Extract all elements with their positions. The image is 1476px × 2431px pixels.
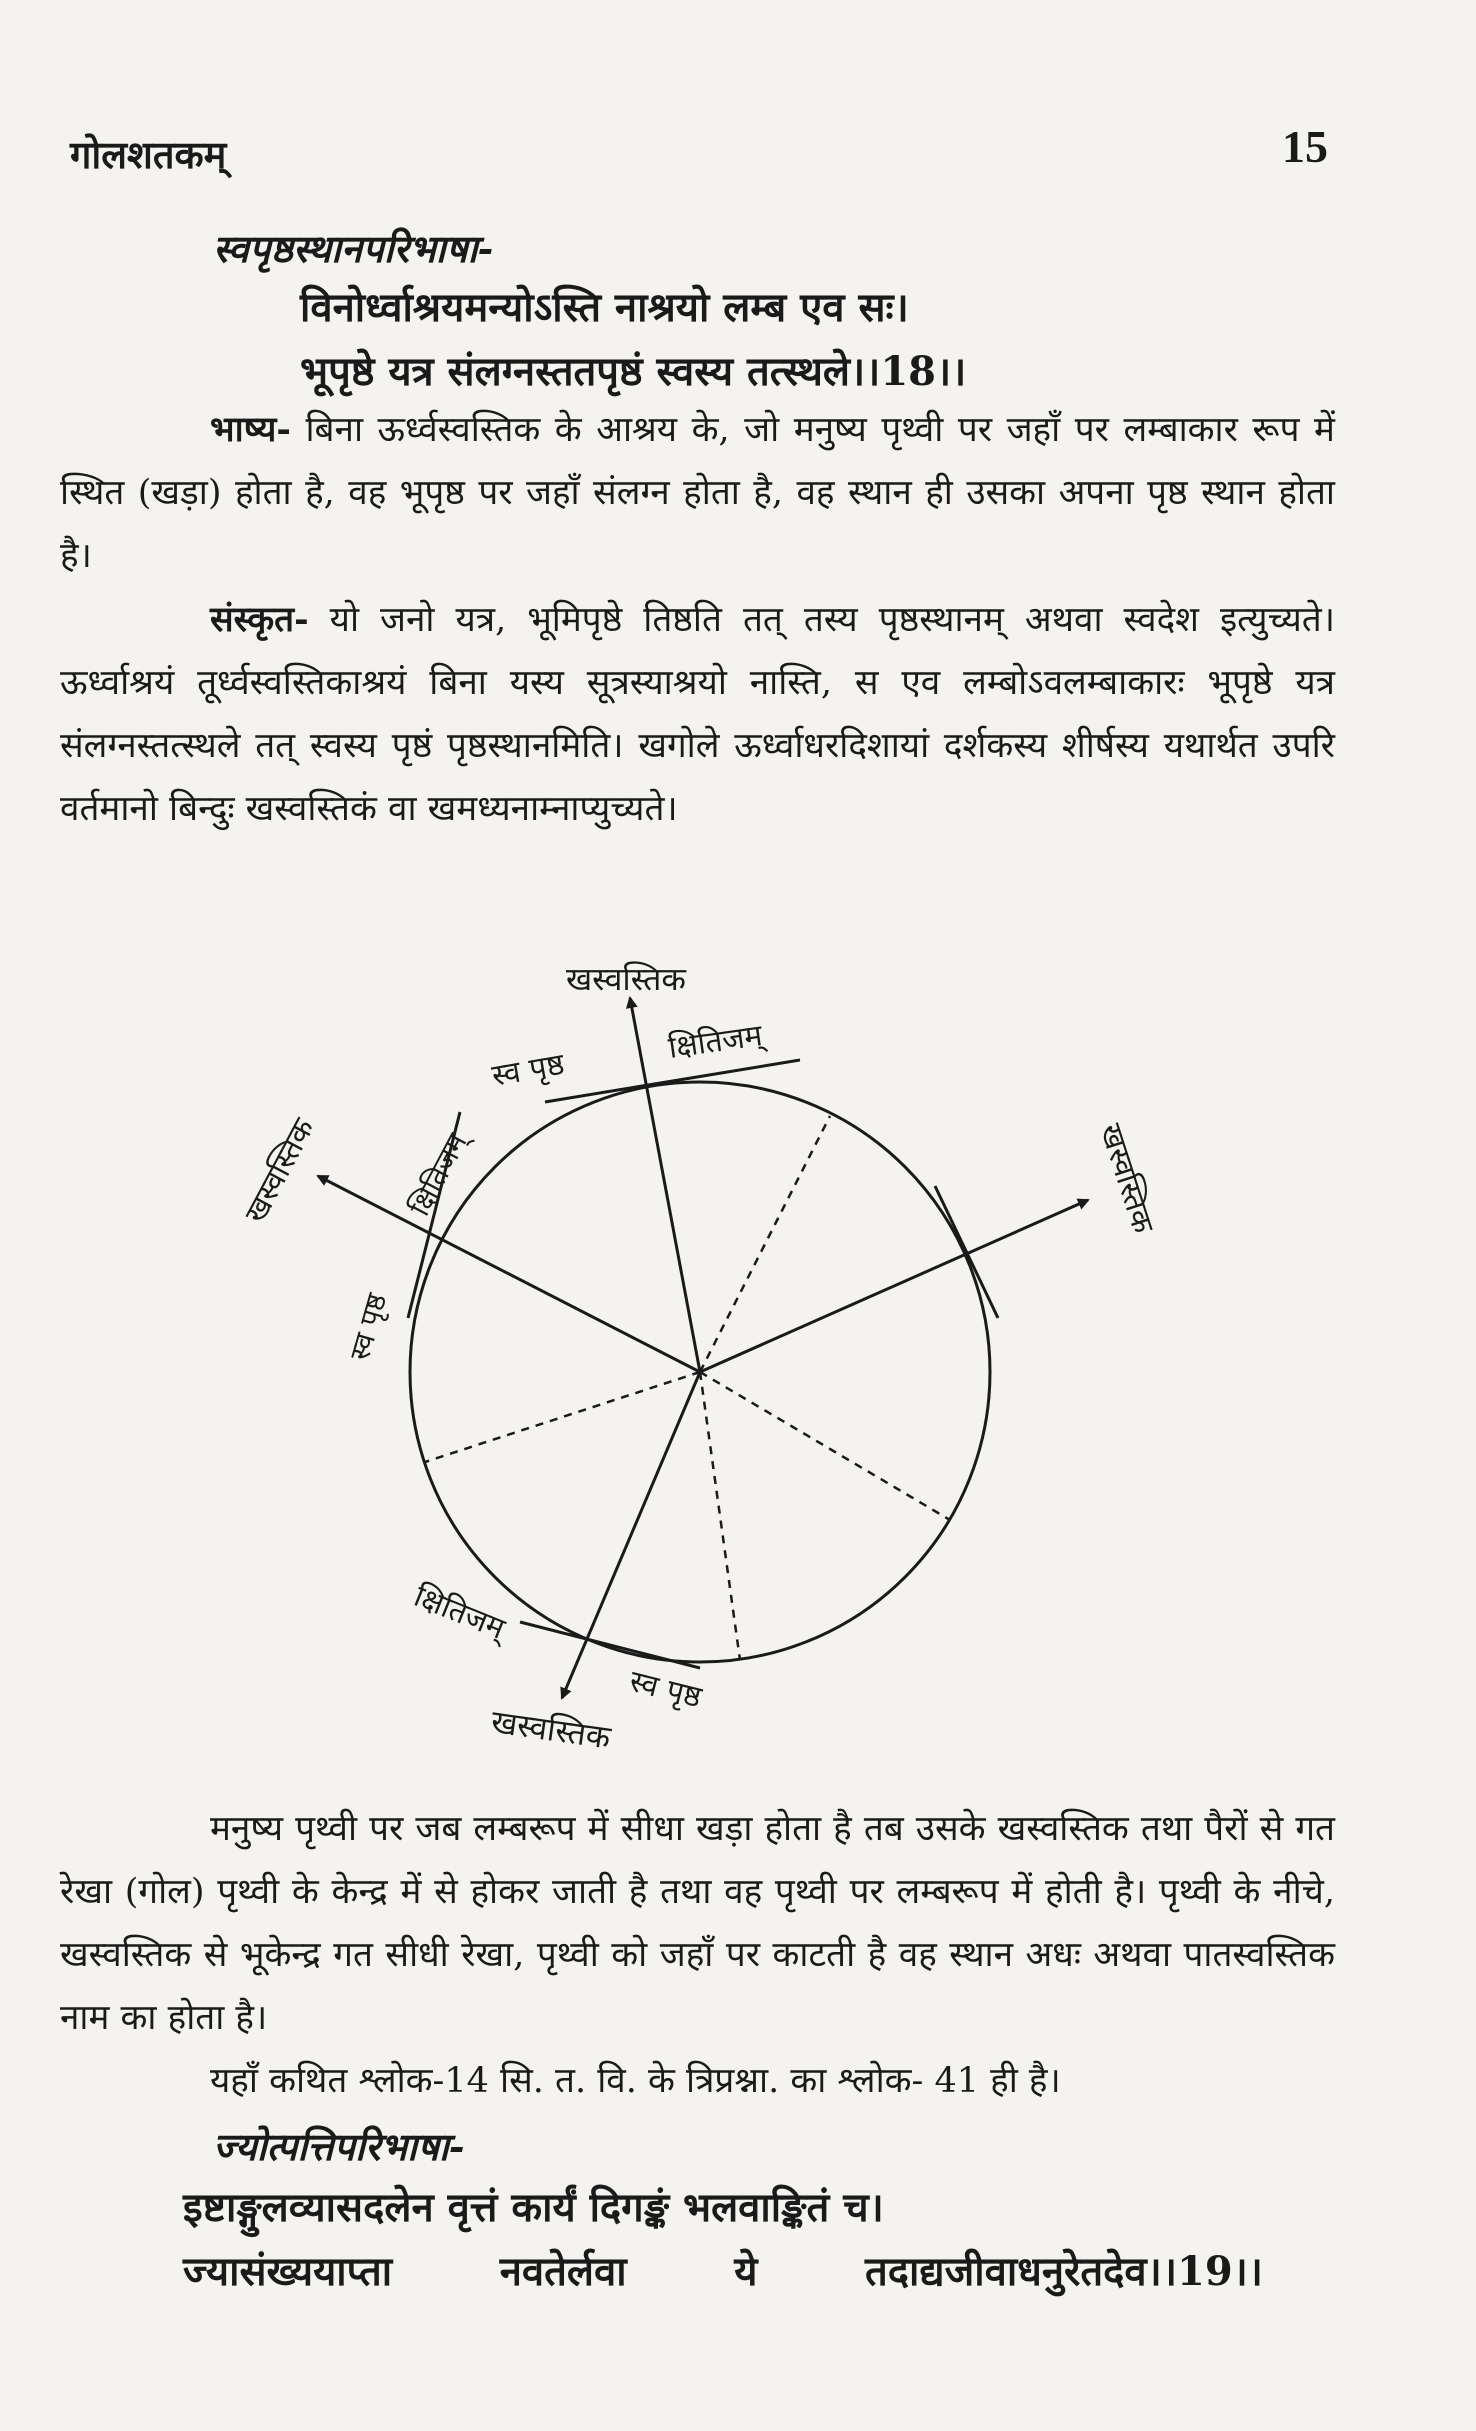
label-bottom-khasvastika: खस्वस्तिक (488, 1702, 613, 1757)
top-horizon-tangent (545, 1060, 800, 1102)
verse-19-word-3: ये (734, 2248, 758, 2295)
verse-19-word-2: नवतेर्लवा (499, 2248, 627, 2295)
right-horizon-tangent (935, 1186, 998, 1318)
dashed-radius-1 (700, 1116, 830, 1372)
label-left-khasvastika: खस्वस्तिक (238, 1113, 322, 1229)
section-heading-jyotpatti: ज्योत्पत्तिपरिभाषा- (213, 2124, 465, 2169)
right-khasvastika-arrow (700, 1200, 1088, 1372)
label-top-kshitijam: क्षितिजम् (666, 1018, 765, 1066)
label-left-kshitijam: क्षितिजम् (403, 1128, 474, 1222)
label-top-khasvastika: खस्वस्तिक (566, 960, 686, 998)
running-header-title: गोलशतकम् (70, 132, 227, 177)
verse-19-word-4: तदाद्यजीवाधनुरेतदेव।।19।। (864, 2248, 1263, 2295)
label-bottom-kshitijam: क्षितिजम् (409, 1578, 510, 1647)
note-paragraph (60, 2050, 1335, 2113)
note-text: यहाँ कथित श्लोक-14 सि. त. वि. के त्रिप्रश्ना. का श्लोक- 41 ही है। (210, 2061, 1061, 2101)
dashed-radius-3 (700, 1372, 740, 1660)
explanation-text: मनुष्य पृथ्वी पर जब लम्बरूप में सीधा खड़ा होता है तब उसके खस्वस्तिक तथा पैरों से गत रेखा (गोल) पृथ्वी के केन्द्र में से होकर जाती है तथा वह पृथ्वी पर लम्बरूप में होती है। पृथ्वी के नीचे, खस्वस्तिक से भूकेन्द्र गत सीधी रेखा, पृथ्वी को जहाँ पर काटती है वह स्थान अधः अथवा पातस्वस्तिक नाम का होता है। (60, 1809, 1335, 2038)
explanation-paragraph (60, 1798, 1335, 2050)
label-left-sva-prishtha: स्व पृष्ठ (343, 1289, 394, 1364)
label-right-khasvastika: खस्वस्तिक (1092, 1119, 1161, 1238)
sanskrit-label: संस्कृत- (210, 599, 309, 640)
label-top-sva-prishtha: स्व पृष्ठ (489, 1046, 567, 1094)
verse-18-line-2: भूपृष्ठे यत्र संलग्नस्ततपृष्ठं स्वस्य तत्स्थले।।18।। (300, 348, 967, 395)
bhashya-text: बिना ऊर्ध्वस्वस्तिक के आश्रय के, जो मनुष्य पृथ्वी पर जहाँ पर लम्बाकार रूप में स्थित (खड़ा) होता है, वह भूपृष्ठ पर जहाँ संलग्न होता है, वह स्थान ही उसका अपना पृष्ठ स्थान होता है। (60, 410, 1335, 576)
verse-19-line-2 (183, 2242, 1263, 2297)
dashed-radius-2 (425, 1372, 700, 1462)
label-bottom-sva-prishtha: स्व पृष्ठ (626, 1663, 705, 1716)
section-heading-svaprishtha: स्वपृष्ठस्थानपरिभाषा- (213, 226, 494, 271)
dashed-radius-4 (700, 1372, 950, 1520)
bottom-horizon-tangent (520, 1622, 700, 1668)
verse-19-line-1: इष्टाङ्गुलव्यासदलेन वृत्तं कार्यं दिगङ्कं भलवाङ्कितं च। (183, 2184, 884, 2231)
verse-19-word-1: ज्यासंख्ययाप्ता (183, 2248, 393, 2295)
bhashya-label: भाष्य- (210, 409, 291, 450)
verse-18-line-1: विनोर्ध्वाश्रयमन्योऽस्ति नाश्रयो लम्ब एव सः। (300, 284, 909, 331)
sanskrit-text: यो जनो यत्र, भूमिपृष्ठे तिष्ठति तत् तस्य पृष्ठस्थानम् अथवा स्वदेश इत्युच्यते। ऊर्ध्वाश्रयं तूर्ध्वस्वस्तिकाश्रयं बिना यस्य सूत्रस्याश्रयो नास्ति, स एव लम्बोऽवलम्बाकारः भूपृष्ठे यत्र संलग्नस्तत्स्थले तत् स्वस्य पृष्ठं पृष्ठस्थानमिति। खगोले ऊर्ध्वाधरदिशायां दर्शकस्य शीर्षस्य यथार्थत उपरि वर्तमानो बिन्दुः खस्वस्तिकं वा खमध्यनाम्नाप्युच्यते। (60, 600, 1335, 829)
page-number: 15 (1282, 121, 1328, 172)
